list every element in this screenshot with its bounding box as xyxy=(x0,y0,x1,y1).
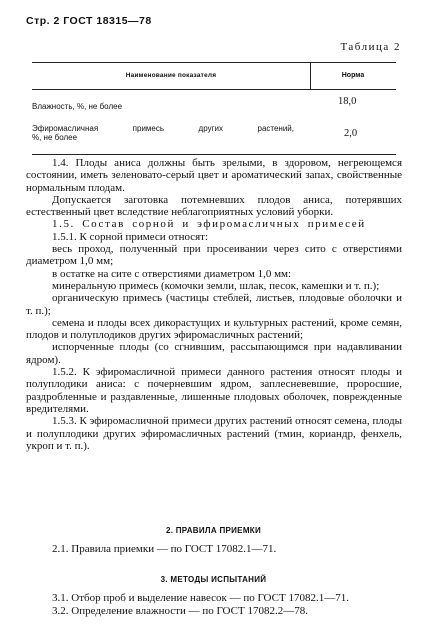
table-label: Таблица 2 xyxy=(340,41,401,53)
section-3-1: 3.1. Отбор проб и выделение навесок — по ГОСТ 17082.1—71. xyxy=(52,592,349,604)
body-text xyxy=(26,157,402,452)
paragraph-organic: органическую примесь (частицы стеблей, листьев, плодовые оболочки и т. п.); xyxy=(26,292,402,317)
table-header-border xyxy=(32,89,396,90)
table-row-2-name-line2: %, не более xyxy=(32,133,78,142)
page-header: Стр. 2 ГОСТ 18315—78 xyxy=(26,15,152,27)
table-row-1-name: Влажность, %, не более xyxy=(32,102,123,111)
paragraph-seeds: семена и плоды всех дикорастущих и культурных растений, кроме семян, плодов и полуплодиков других эфиромасличных растений; xyxy=(26,316,402,342)
paragraph-mineral: минеральную примесь (комочки земли, шлак, песок, камешки и т. п.); xyxy=(52,279,380,292)
paragraph-sieve-pass: весь проход, полученный при просеивании через сито с отверстиями диаметром 1,0 мм; xyxy=(26,243,402,268)
paragraph-1-5-3: 1.5.3. К эфиромасличной примеси других растений относят семена, плоды и полуплодики других эфиромасличных растений (тмин, кориандр, фенхель, укроп и т. п.). xyxy=(26,415,402,452)
section-3-2: 3.2. Определение влажности — по ГОСТ 17082.2—78. xyxy=(52,605,308,617)
table-header-norm: Норма xyxy=(341,72,365,79)
table-header-indicator: Наименование показателя xyxy=(125,72,217,79)
table-bottom-border xyxy=(32,154,396,155)
paragraph-1-5-2: 1.5.2. К эфиромасличной примеси данного растения относят плоды и полуплодики аниса: с почерневшим ядром, заплесневевшие, проросшие, раздробленные и раздавленные, лишенные плодовых оболочек, поврежденные вредителями. xyxy=(26,366,402,415)
section-3-title: 3. МЕТОДЫ ИСПЫТАНИЙ xyxy=(160,575,267,584)
paragraph-sieve-residue: в остатке на сите с отверстиями диаметром 1,0 мм: xyxy=(52,267,292,280)
paragraph-1-5-title: 1.5. Состав сорной и эфиромасличных примесей xyxy=(52,218,366,231)
table-row-2-value: 2,0 xyxy=(344,128,358,139)
table-top-border xyxy=(32,62,396,63)
paragraph-spoiled: испорченные плоды (со сгнившим, рассыпающимся при надавливании ядром). xyxy=(26,341,402,366)
table-row-1-value: 18,0 xyxy=(338,96,357,107)
paragraph-1-4: 1.4. Плоды аниса должны быть зрелыми, в здоровом, негреющемся состоянии, иметь зеленовато-серый цвет и ароматический запах, свойственные нормальным плодам. xyxy=(26,157,402,194)
section-2-title: 2. ПРАВИЛА ПРИЕМКИ xyxy=(165,526,262,535)
section-2-1: 2.1. Правила приемки — по ГОСТ 17082.1—71. xyxy=(52,543,277,555)
paragraph-1-4-note: Допускается заготовка потемневших плодов аниса, потерявших естественный цвет вследствие неблагоприятных условий уборки. xyxy=(26,193,402,219)
paragraph-1-5-1: 1.5.1. К сорной примеси относят: xyxy=(52,230,209,243)
table-row-2-name-line1: Эфиромасличная примесь других растений, xyxy=(32,124,294,133)
